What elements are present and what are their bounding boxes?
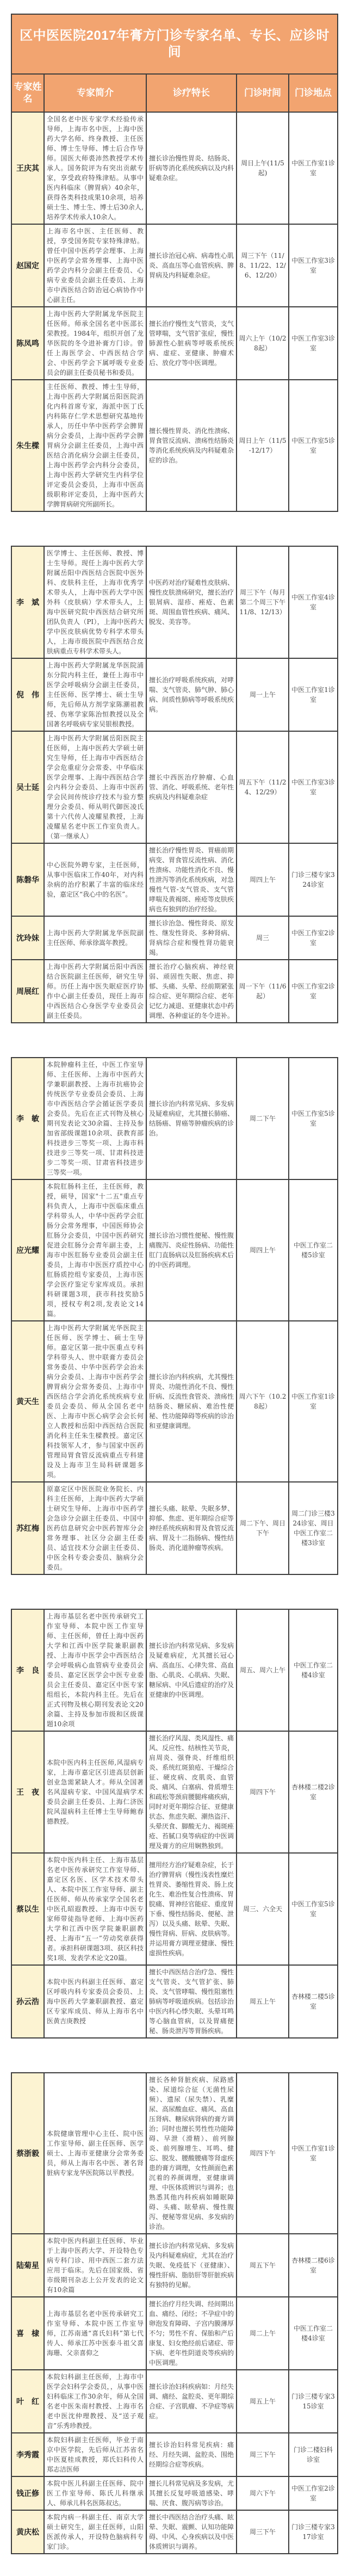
expert-table-block (11, 546, 338, 1023)
clinic-location-cell: 中医工作室2诊室 (289, 960, 338, 1023)
expert-row (11, 1482, 338, 1574)
clinic-time-cell: 周五上午 (237, 1965, 289, 2038)
expert-row (11, 2476, 338, 2510)
clinic-location-cell: 门诊二楼妇科诊室 (289, 2433, 338, 2476)
expert-name-cell: 吴士延 (11, 731, 44, 843)
clinic-location-cell: 中医工作室1诊室 (289, 1321, 338, 1482)
clinic-time-cell: 周五、周六上午 (237, 1609, 289, 1731)
expert-row (11, 2510, 338, 2554)
clinic-time-cell: 周四上午 (237, 1179, 289, 1321)
expert-intro-cell: 中心医院外聘专家，主任医师，从事中医临床工作40年，对内科杂病的治疗积累了丰富的临床经验，嘉定区“我心中的名医”。 (44, 843, 146, 916)
expert-name-cell: 钱正修 (11, 2476, 44, 2510)
expert-intro-cell: 本院中医内科副主任医师、毕业于上海中医药大学、开设特色专病专科门诊、用中西医二套方法应用于临床。先后在国家级、省市级期刊杂志上公开发表的论文有10余篇 (44, 2234, 146, 2297)
expert-intro-cell: 上海中医药大学附属龙华医院副主任医师、师承徐嵩年教授。 (44, 916, 146, 960)
expert-name-cell: 王 夜 (11, 1731, 44, 1853)
clinic-time-cell: 周四下午 (237, 2073, 289, 2234)
expert-intro-cell: 本院肛肠科主任，主任医师，教授，硕导，国家"十二五"重点专科负责人，上海市中医临床重点学科带头人，中华中医药学会肛肠分会常务理事，中国医师协会肛肠分会委员，中国中医药研究促进会肛肠分会青年副主委，上海市中医肛肠专业委员会副主任委员，上海市中医医疗质控中心肛肠质控组专家委员，上海市医学会医疗鉴定专家库成员。承担科研课题3项，获市科技奖励5项，授权专利2项,发表论文14篇。 (44, 1179, 146, 1321)
expert-intro-cell: 主任医师、教授、博士生导师，上海中医药大学附属岳阳医院消化内科首席专家，海派中医丁氏内科陈存仁学术思想研究基地传承人，历任中华中医药学会脾胃病分会委员，上海中医药学会脾胃病分会副主任委员，上海中西医结合消化病分会副主任委员，上海中医药学会内科分会委员，上海中医药大学研究生内科学位评定委员会委员，上海市中医高级职称评定委员，上海中医药大学脾胃病研究所副所长。 (44, 380, 146, 511)
expert-specialty-cell: 擅长诊治冠心病、病毒性心肌炎、高血压等心血管疾病、脾胃病及内科疑难杂症。 (146, 224, 237, 307)
clinic-location-cell: 杏林楼二楼5诊室 (289, 1965, 338, 2038)
expert-intro-cell: 上海市基层名老中医传承研究工作室导师、本院中医工作室导师，江苏南通“喜氏妇科”第七代传人、师承江苏中医泰斗祖父喜海珊、父亲喜仰之 (44, 2297, 146, 2370)
clinic-time-cell: 周二下午、周日下午 (237, 1482, 289, 1574)
expert-specialty-cell: 擅长各种肾脏疾病、尿路感染、尿道综合征（无菌性尿频）、遗尿（尿失禁）、乳糜尿、高尿酸血症、痛风、高血压肾病、糖尿病肾病的膏方调治；同时也擅长男性性功能障碍、早泄（滑精）、前列腺炎、前列腺增生、耳鸣、健忘、脱发、腰酸腰痛等肾虚疾患的膏方调理，女性颜面色素沉着的养颜调理，亚健康调理、中医体质辨识与调养；也熟悉其他内科疾病如睡眠障碍、头痛、眩晕病、慢性腹泻、便秘等常见病、多发病的诊治。 (146, 2073, 237, 2234)
expert-intro-cell: 本院中医内科主任医师,风湿病专家，上海市嘉定区引进高层创新创业急需紧缺人才。师从全国著名风湿病专家、中国风湿病学术委员会副主任委员、上海仁济医院风湿病科主任博士生导师鲍春德教授。 (44, 1731, 146, 1853)
expert-name-cell: 陈磐华 (11, 843, 44, 916)
expert-row (11, 2234, 338, 2297)
expert-row (11, 1853, 338, 1965)
page-title: 区中医医院2017年膏方门诊专家名单、专长、应诊时间 (11, 14, 338, 74)
expert-intro-cell: 医学博士、主任医师、教授、博士生导师。现任上海中医药大学附属岳阳中西医结合医院中医外科、皮肤科主任，上海市优秀学术带头人，上海中医药大学中医外科（皮肤病）学术带头人，上海中医研究院中西医结合研究所团队负责人（PI），上海中医药大学中医皮肤病优势专科学术带头人，上海市级医院中西医结合皮肤病重点专科学术带头人。 (44, 546, 146, 658)
expert-intro-cell: 本院健康管理中心主任、院中医工作室导师、副主任医师、医学硕士、上海市亚健康分会常务委员，师从上海市名中医、著名肾脏病专家龙华医院陈以平教授。 (44, 2073, 146, 2234)
expert-specialty-cell: 擅长中西医结合治疗急、慢性支气管炎、支气管扩张、肺炎、支气管哮喘、慢性阻塞性肺病等呼吸道疾病。包括诊治中医内科心悸失眠、头晕耳鸣等心脑血管病，以及胃痛便秘、肠炎泄泻等胃肠疾病。 (146, 1965, 237, 2038)
expert-row (11, 1058, 338, 1179)
expert-name-cell: 李 良 (11, 1609, 44, 1731)
expert-name-cell: 孙云浩 (11, 1965, 44, 2038)
clinic-location-cell: 中医工作室5诊室 (289, 1058, 338, 1179)
expert-intro-cell: 上海市基层名老中医传承研究工作室导师、本院中医工作室导师、主任医师，曾任上海中医药大学和江西中医学院兼职副教授、上海市中医学会中西医结合学会呼吸病心血管病专业委员会委员、嘉定区医学会中医专业委员会主任委员、嘉定区中医专家组组长，本院内科主任。先后在正式刊物及核心期刊发表论文20余篇、主持及参加市级和区级课题10余项 (44, 1609, 146, 1731)
clinic-location-cell: 中医工作室1诊室 (289, 2073, 338, 2234)
expert-name-cell: 王庆其 (11, 112, 44, 224)
expert-row (11, 1321, 338, 1482)
expert-row (11, 916, 338, 960)
expert-specialty-cell: 擅长慢性胃炎、消化性溃疡、胃食管反流病、溃疡性结肠炎等消化系统疾病及内科疑难杂症的诊治。 (146, 380, 237, 511)
clinic-time-cell: 周日上午（11/5-12/17） (237, 380, 289, 511)
expert-name-cell: 苏红梅 (11, 1482, 44, 1574)
expert-intro-cell: 全国名老中医专家学术经验传承导师，上海市名中医，上海中医药大学名师、终身教授、主任医师、博士生导师、博士后合作导师。国医大师裘沛然教授学术传承人。国务院评为有突出贡献专家，享受政府特殊津贴。从事中医内科临床（脾胃病）40余年，获得各类科技成果10余项，培养硕士生、博士生、博士后30余人,培养学术传承人10余人。 (44, 112, 146, 224)
clinic-location-cell: 中医工作室二楼4诊室 (289, 1609, 338, 1731)
expert-specialty-cell: 擅长儿科常见病及多发病，尤其擅长反复呼吸道感染、哮喘、厌食、腹泻病等诊治。 (146, 2476, 237, 2510)
expert-intro-cell: 本院内病一科副主任、南京大学硕士研究生，副主任医师，山阳医派传承人，开设特色脑病科专家门诊。 (44, 2510, 146, 2554)
expert-intro-cell: 本院中医儿科副主任医师、院中医工作室导师、陈氏儿科继承人、师承儿科名医陈叔达。 (44, 2476, 146, 2510)
expert-row (11, 1731, 338, 1853)
clinic-location-cell: 中医工作室3诊室 (289, 731, 338, 843)
expert-intro-cell: 上海市名中医、主任医师、教授，享受国务院专家特殊津贴。曾任中国中医药学会理事、上海中医药学会常务理事、上海中医药学会内科分会副主任委员、心病专业委员会副主任委员、上海市中西医结合防治冠心病协作中心副主任。 (44, 224, 146, 307)
expert-name-cell: 沈玲妹 (11, 916, 44, 960)
clinic-time-cell: 周六下午 (237, 2476, 289, 2510)
expert-name-cell: 叶 红 (11, 2370, 44, 2433)
expert-specialty-cell: 擅长诊治慢性胃炎、结肠炎、肝病等消化系统疾病以及内科疑难杂症。 (146, 112, 237, 224)
clinic-time-cell: 周二上午 (237, 2297, 289, 2370)
clinic-time-cell: 周五下午（11/24、12/29） (237, 731, 289, 843)
expert-intro-cell: 上海中医药大学附属龙华医院主任医师。师承全国名老中医邵长荣教授。1984年，组织开创了龙华医院的冬令进补膏方门诊。曾任上海医学会、中西医结合学会、中医药学会下属呼吸专业委员会的副主任委员秘书和委员。 (44, 307, 146, 380)
expert-specialty-cell: 擅长治疗心脑疾病、神经衰弱、顽固性失眠、焦虑、抑郁、头痛、头晕、经前期紧张综合症、更年期综合症、老年记忆力减退、亚健康状态中药调理、各种虚证的冬令进补。 (146, 960, 237, 1023)
expert-name-cell: 朱生樑 (11, 380, 44, 511)
expert-specialty-cell: 擅长诊治内科常见病、多发病及内科疑难病症，尤其在治疗失眠、免疫低下（亚健康）、慢性肝病、脂肪肝等肝脏疾病有独特的见解。 (146, 2234, 237, 2297)
expert-row (11, 112, 338, 224)
clinic-location-cell: 中医工作室2诊室 (289, 2476, 338, 2510)
expert-specialty-cell: 擅长治疗风湿、类风湿性、痛风、反应性、结核性关节炎，肩周炎、强脊炎、纤维组织炎、系统红斑狼疮、干燥综合征、硬皮病、皮肌炎、血管炎、痛风、白塞病、骨质增生和疏松等颈肩腰腿疼痛疾病，同时对更年期综合征、亚健康状态、焦虑失眠、潮热盗汗、头晕厌食、脚酸无力、褐斑痤疮、苔腻口臭等病症的中医调理及膏方的应用娴熟独到。 (146, 1731, 237, 1853)
expert-specialty-cell: 擅长诊治妇科疾病如：月经失调、痛经、盆腔炎、更年期综合症、子宫肌瘤、不孕症等病症。 (146, 2370, 237, 2433)
expert-specialty-cell: 擅长诊治习惯性便秘、慢性腹痛腹泻、炎症性肠病、功能性肛门直肠病以及肛肠疾病术后的中医药调理。 (146, 1179, 237, 1321)
clinic-time-cell: 周四上午 (237, 843, 289, 916)
clinic-location-cell: 中医工作室1诊室 (289, 112, 338, 224)
expert-specialty-cell: 擅长诊治内科疾病，尤其慢性胃炎、功能性消化不良、慢性肝病、反流性食管炎、溃疡性结肠炎、糖尿病、难治性便秘、性功能障碍等疾病的诊治和亚健康调理。 (146, 1321, 237, 1482)
expert-specialty-cell: 擅长治疗慢性胃炎、胃癌前期病变、胃食管反流性病、消化性溃疡、功能性消化不良、慢性泄泻等消化系统疾病，对急慢性气管-支气管炎、支气管哮喘及黄褐斑、痤疮等皮肤疾病也有独到的治疗经验。 (146, 843, 237, 916)
clinic-location-cell: 中医工作室3诊室 (289, 307, 338, 380)
clinic-time-cell: 周二下午 (237, 1058, 289, 1179)
clinic-location-cell: 中医工作室3诊室 (289, 224, 338, 307)
clinic-time-cell: 周三下午 (237, 2510, 289, 2554)
expert-specialty-cell: 擅长头痛、眩晕、失眠多梦、抑郁、焦虑、更年期综合症等神经系统疾病和胃及食管反流病、胃及十二指肠病、慢性结肠炎、消化道肿瘤等疾病。 (146, 1482, 237, 1574)
clinic-time-cell: 周一下午（11/6起） (237, 960, 289, 1023)
expert-intro-cell: 上海中医药大学附属龙华医院浦东分院内科主任，兼任上海市中医学会呼吸病分会副主任委员，主任医师、医学博士、硕士生导师，先后师从方剂学家陈潮祖教授、伤寒学家陈治恒教授以及全国著名呼吸病专家吴银根教授。 (44, 658, 146, 731)
expert-intro-cell: 本院妇科副主任医师，毕业于南京中医学院，先后师从江苏省名中医夏桂成教授，郑氏妇科传人郑志洁医师 (44, 2433, 146, 2476)
expert-intro-cell: 上海中医药大学附属岳阳医院主任医师，上海中医药大学硕士研究生导师，任上海市中西医结合学会危重症分会常委、中华临床医学会理事、上海中西医结合学会内科分会委员、上海市中医药学会民间传统诊疗技术与验方整理分会委员、师从明代御医凌氏第十六代传人凌耀星教授，上海凌耀星名老中医工作室负责人。（第一继承人） (44, 731, 146, 843)
expert-name-cell: 李 斌 (11, 546, 44, 658)
expert-intro-cell: 原嘉定区中医医院业务院长、内科主任医师，上海中医药大学硕士研究生导师、上海市中医药学会急诊分会副主任委员、中国中医药信息研究会中医药智库分会常务理事、社区分会副主任委员、适宜技术分会副主任委员、中医全科专委会委员、脑病分会委员。 (44, 1482, 146, 1574)
expert-name-cell: 应光耀 (11, 1179, 44, 1321)
clinic-location-cell: 中医工作室二楼5诊室 (289, 1179, 338, 1321)
column-header-2: 诊疗特长 (146, 74, 237, 112)
clinic-location-cell: 门诊三楼专家317诊室 (289, 2510, 338, 2554)
clinic-location-cell: 杏林楼二楼2诊室 (289, 1731, 338, 1853)
expert-name-cell: 陈凤鸣 (11, 307, 44, 380)
clinic-time-cell: 周一上午 (237, 658, 289, 731)
expert-name-cell: 倪 伟 (11, 658, 44, 731)
expert-intro-cell: 本院中医内科副主任医师、嘉定区呼吸内科专家委员会委员、上海中医药大学兼职副教授、嘉定区专家库成员、师从上海市名中医黄吉庚教授 (44, 1965, 146, 2038)
clinic-time-cell: 周三、六全天 (237, 1853, 289, 1965)
expert-row (11, 1609, 338, 1731)
expert-specialty-cell: 中医药对治疗疑难性皮肤病、慢性皮肤溃疡研究，擅长治疗银屑病、湿疹、痤疮、色素斑、周围血管性疾病、痛风、脱发、美容等。 (146, 546, 237, 658)
expert-row (11, 843, 338, 916)
expert-table-block (11, 1057, 338, 1575)
expert-row (11, 380, 338, 511)
clinic-time-cell: 周六上午（10/28起） (237, 307, 289, 380)
expert-specialty-cell: 擅长治疗月经失调、经间期出血、痛经、闭经；不孕症中的卵泡发育障碍、子宫内膜薄厚不匀；男性不育、保胎和产后康复、妇女绝经前后诸症、带下病、老年性阴道炎等疾病的中医调理。 (146, 2297, 237, 2370)
clinic-location-cell: 中医工作室2诊室 (289, 916, 338, 960)
expert-row (11, 658, 338, 731)
column-header-1: 专家简介 (44, 74, 146, 112)
expert-row (11, 2297, 338, 2370)
expert-intro-cell: 本院肿瘤科主任，中医工作室导师、主任医师、上海市中医药大学兼职副教授、上海市抗癌协会传统医学专业委员会委员、上海市中西医结合学会循证医学委员会委员。先后在正式刊物及核心期刊发表论文30余篇、主持及参加省部级课题10余项、获教育部科技进步三等奖一项、上海市科技进步三等奖一项、甘肃科技进步二等奖一项、甘肃省科技进步三等奖一项。 (44, 1058, 146, 1179)
clinic-time-cell: 周五下午 (237, 2234, 289, 2297)
expert-specialty-cell: 擅长治疗慢性支气管炎，支气管哮喘，支气管扩张症，慢性肺源性心脏病等呼吸系统疾病、虚症、亚健康、肿瘤术后、放化疗等中医调理。 (146, 307, 237, 380)
clinic-location-cell: 杏林楼二楼6诊室 (289, 2234, 338, 2297)
expert-name-cell: 喜 棣 (11, 2297, 44, 2370)
clinic-location-cell: 门诊三楼专家324诊室 (289, 843, 338, 916)
expert-specialty-cell: 擅长诊治内科常见病、多发病及疑难病症，尤其擅长冠心病、高血压、心律失常、高血脂、心肌炎、心肌病、失眠、糖尿病、中风后遗症的治疗及亚健康的中医调理。 (146, 1609, 237, 1731)
expert-specialty-cell: 擅长诊治急、慢性肾炎、原发性、继发性肾炎、多种肾病、肾病综合症和慢性肾功能衰竭。 (146, 916, 237, 960)
expert-name-cell: 黄天生 (11, 1321, 44, 1482)
clinic-time-cell: 周四下午 (237, 1731, 289, 1853)
clinic-time-cell: 周三 (237, 916, 289, 960)
expert-specialty-cell: 擅长诊治内科常见病、多发病及疑难病症，尤其擅长肺癌、结肠癌、胃癌等肿瘤疾病的诊治。 (146, 1058, 237, 1179)
clinic-location-cell: 中医工作室4诊室 (289, 546, 338, 658)
expert-row (11, 307, 338, 380)
expert-specialty-cell: 擅长治疗呼吸系统疾病，对哮喘、支气管炎、肺气肿、肺心病、间质性肺病等呼吸系统疾病。 (146, 658, 237, 731)
expert-table-block (11, 2072, 338, 2554)
expert-row (11, 224, 338, 307)
clinic-time-cell: 周六下午（10.28起） (237, 1321, 289, 1482)
expert-specialty-cell: 擅长中西医结合治疗头痛、眩晕、失眠、震颤、认知功能障碍、中风、心身疾病以及中医体质辨识与调养。 (146, 2510, 237, 2554)
expert-row (11, 2370, 338, 2433)
expert-name-cell: 陆菊星 (11, 2234, 44, 2297)
expert-intro-cell: 本院妇科副主任医师，上海市中医学会妇科学会委员，，从事中医妇科临床工作30余年，师从全国名老中医朱南村教授、上海市名老中医沈仲理教授、及“送子观音”乐秀珍教授。 (44, 2370, 146, 2433)
expert-intro-cell: 上海中医药大学附属岳阳中西医结合医院副主任医师，研究生导师。历任上海中医失眠症医疗协作中心副主任委员，现任上海市中西医结合心身医学专业委员会副主任委员。 (44, 960, 146, 1023)
column-header-3: 门诊时间 (237, 74, 289, 112)
clinic-location-cell: 中医工作室二楼4诊室 (289, 2297, 338, 2370)
expert-name-cell: 周展红 (11, 960, 44, 1023)
expert-table-block (11, 14, 338, 512)
expert-row (11, 731, 338, 843)
clinic-time-cell: 周三下午（11/8、11/22、12/6、12/20） (237, 224, 289, 307)
expert-name-cell: 李 敏 (11, 1058, 44, 1179)
expert-row (11, 2433, 338, 2476)
expert-specialty-cell: 擅长诊治妇科常见疾病：痛经、月经失调、盆腔炎、围绝经期综合症等疾病。 (146, 2433, 237, 2476)
clinic-time-cell: 周五上午 (237, 2370, 289, 2433)
column-header-row (11, 74, 338, 112)
expert-name-cell: 蔡以生 (11, 1853, 44, 1965)
clinic-location-cell: 门诊三楼专家315诊室 (289, 2370, 338, 2433)
expert-name-cell: 李秀霞 (11, 2433, 44, 2476)
clinic-location-cell: 中医工作室5诊室 (289, 380, 338, 511)
column-header-4: 门诊地点 (289, 74, 338, 112)
expert-row (11, 1179, 338, 1321)
expert-specialty-cell: 擅长中西医治疗肿瘤、心血管、消化、呼吸系统、老年性疾病及内科疑难杂症 (146, 731, 237, 843)
clinic-time-cell: 周日上午(11/5起) (237, 112, 289, 224)
expert-name-cell: 蔡浙毅 (11, 2073, 44, 2234)
expert-intro-cell: 上海中医药大学附属光华医院主任医师、医学博士、硕士生导师。嘉定区第一批中医重点专科学科带头人、世中联膏方委员会常务委员、中华中医药学会治未病分会委员、上海市中医药学会脾胃病分会常务委员、上海市中西医结合学会消化系统疾病专业委员会委员、师从全国名老中医、上海市中医心病学会会长何立人教授和岳阳中西医结合医院消化科主任朱生樑教授。嘉定区科技领军人才，参与国家中医药管理局胃食管反流病重点专科建设及上海市卫生局科研课题多项。 (44, 1321, 146, 1482)
clinic-location-cell: 中医工作室1诊室 (289, 658, 338, 731)
expert-name-cell: 赵国定 (11, 224, 44, 307)
expert-row (11, 960, 338, 1023)
clinic-time-cell: 周三下午（每月第二个周三下午11/8、12/13） (237, 546, 289, 658)
expert-row (11, 546, 338, 658)
expert-specialty-cell: 擅用经方治疗疑难杂症，长于治疗脾胃病（慢性浅表性糜烂性胃炎、萎缩性胃炎、肠上皮化生、难治性复合性溃疡、胃脘痛、胃神经官能症、重度胃下垂、慢性结肠炎、便秘、泄泻）以及头痛、眩晕、失眠、慢性肾病、肝病、皮肤病等。并运用膏方调理亚健康、慢性虚损性疾病。 (146, 1853, 237, 1965)
clinic-time-cell: 周三下午 (237, 2433, 289, 2476)
clinic-location-cell: 周二门诊三楼324诊室、周日中医工作室二楼3诊室 (289, 1482, 338, 1574)
column-header-0: 专家姓名 (11, 74, 44, 112)
expert-row (11, 1965, 338, 2038)
expert-row (11, 2073, 338, 2234)
expert-name-cell: 黄庆松 (11, 2510, 44, 2554)
clinic-location-cell: 中医工作室5诊室 (289, 1853, 338, 1965)
expert-table-block (11, 1609, 338, 2038)
expert-intro-cell: 本院中医内科主任、上海市基层名老中医传承研究工作室导师、嘉定区名医、区学术技术带头人、本院中医工作室导师、副主任医师、师从传承家学全国名老中医孔昭遐教授、上海市中医专家师带徒指导老师、上海中医药大学和江西中医学院兼职副教授、上海市“五一”劳动奖章获得者。承担科研课题3项、获区科技奖1项、发表学术论文20篇。 (44, 1853, 146, 1965)
